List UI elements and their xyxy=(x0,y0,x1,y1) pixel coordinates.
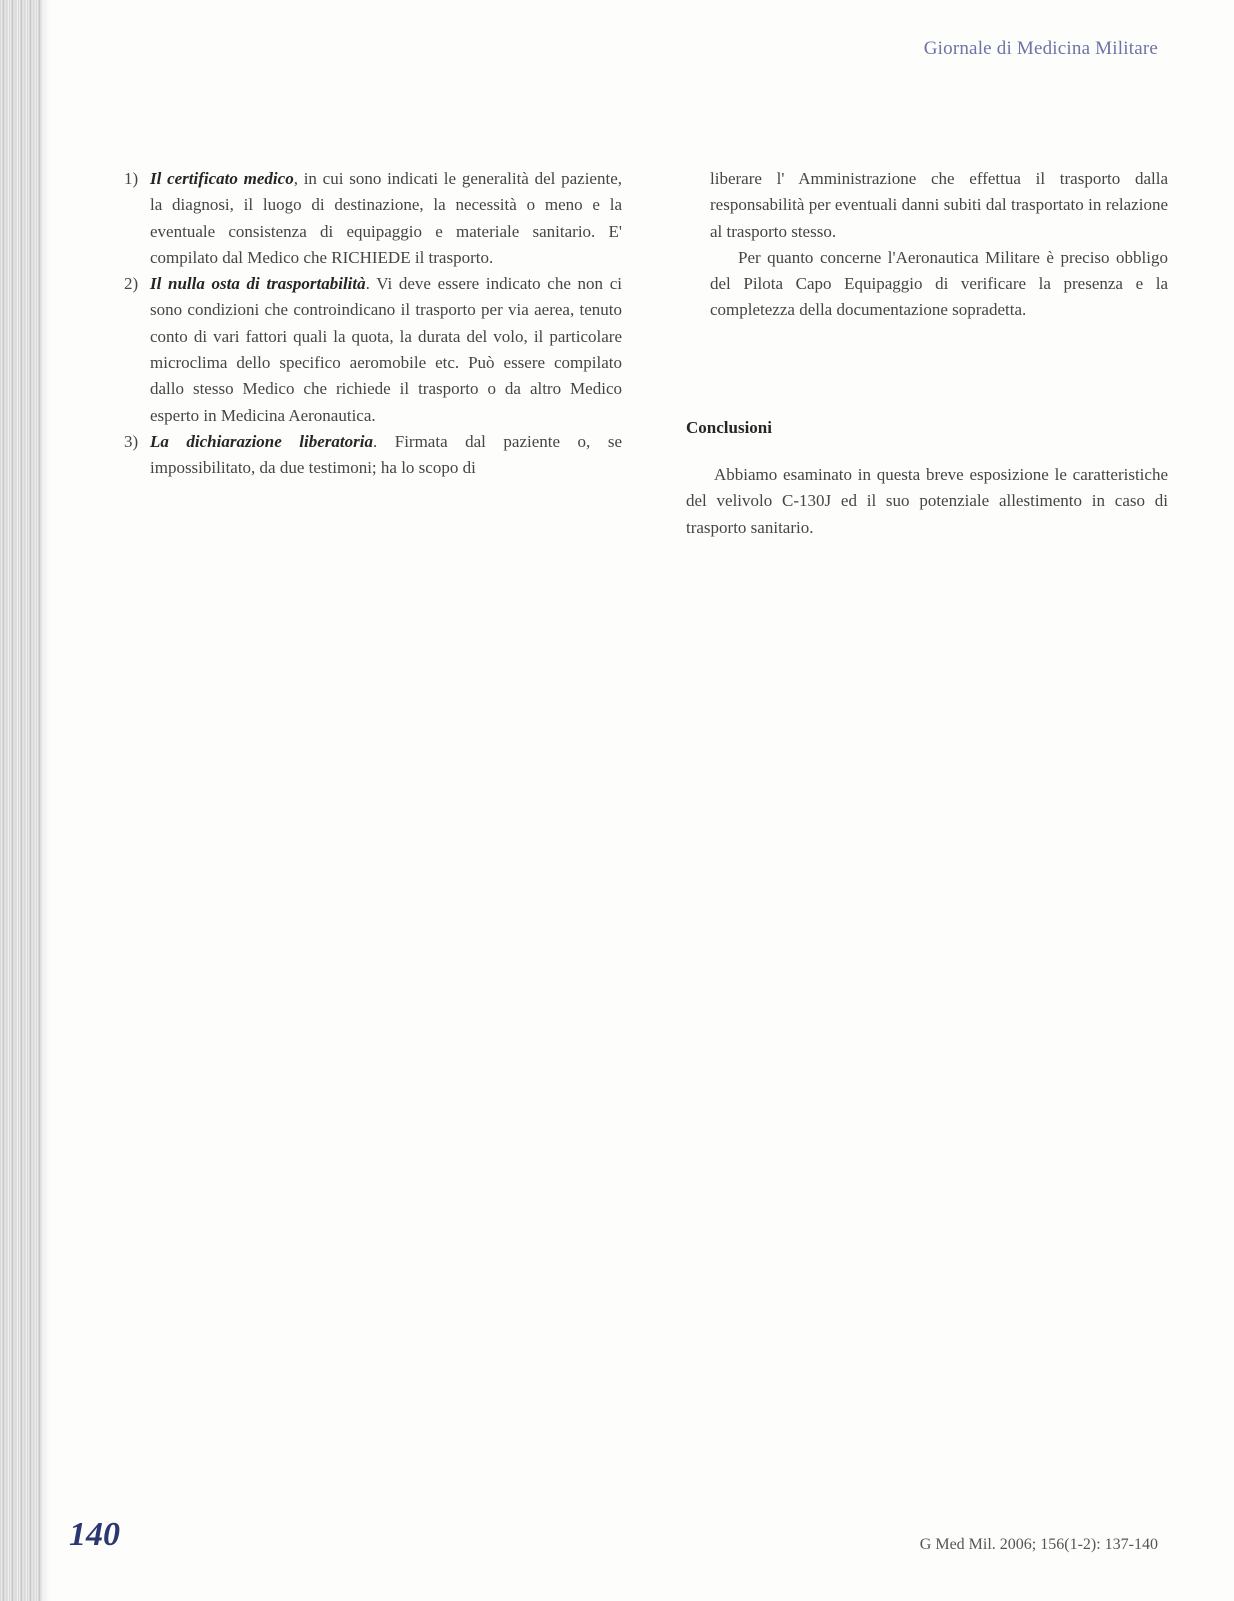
left-column xyxy=(124,166,622,482)
list-item-body xyxy=(150,166,622,271)
list-item xyxy=(124,166,622,271)
running-head: Giornale di Medicina Militare xyxy=(923,38,1158,59)
conclusions-paragraph: Abbiamo esaminato in questa breve esposizione le caratteristiche del velivolo C-130J ed il suo potenziale allestimento in caso di trasporto sanitario. xyxy=(686,465,1168,537)
page-binding-edge xyxy=(0,0,42,1601)
list-item-title: La dichiarazione liberatoria xyxy=(150,431,373,451)
list-item-text: . Firmata dal paziente o, se impossibilitato, da due testimoni; ha lo scopo di xyxy=(150,431,622,478)
citation: G Med Mil. 2006; 156(1-2): 137-140 xyxy=(919,1536,1158,1553)
list-item-number: 2) xyxy=(124,274,139,294)
section-heading: Conclusioni xyxy=(686,418,772,437)
list-item-title: Il nulla osta di trasportabilità xyxy=(150,274,366,294)
list-item-body xyxy=(150,271,622,429)
list-item-body xyxy=(150,429,622,482)
list-item-title: Il certificato medico xyxy=(150,169,294,188)
list-item xyxy=(124,429,622,482)
right-column xyxy=(710,166,1168,324)
page-number: 140 xyxy=(69,1516,120,1553)
paragraph: Per quanto concerne l'Aeronautica Militare è preciso obbligo del Pilota Capo Equipaggio di verificare la presenza e la completezza della documentazione sopradetta. xyxy=(710,247,1168,320)
list-item-number: 1) xyxy=(124,169,139,188)
list-item-number: 3) xyxy=(124,431,139,451)
list-item-text: . Vi deve essere indicato che non ci sono condizioni che controindicano il trasporto per via aerea, tenuto conto di vari fattori quali la quota, la durata del volo, il particolare microclima dello specifico aeromobile etc. Può essere compilato dallo stesso Medico che richiede il trasporto o da altro Medico esperto in Medicina Aeronautica. xyxy=(150,274,622,425)
list-item xyxy=(124,271,622,429)
paragraph: liberare l' Amministrazione che effettua il trasporto dalla responsabilità per eventuali danni subiti dal trasportato in relazione al trasporto stesso. xyxy=(710,169,1168,241)
list-item-text: , in cui sono indicati le generalità del paziente, la diagnosi, il luogo di destinazione, la necessità o meno e la eventuale consistenza di equipaggio e materiale sanitario. E' compilato dal Medico che RICHIEDE il trasporto. xyxy=(150,169,622,267)
